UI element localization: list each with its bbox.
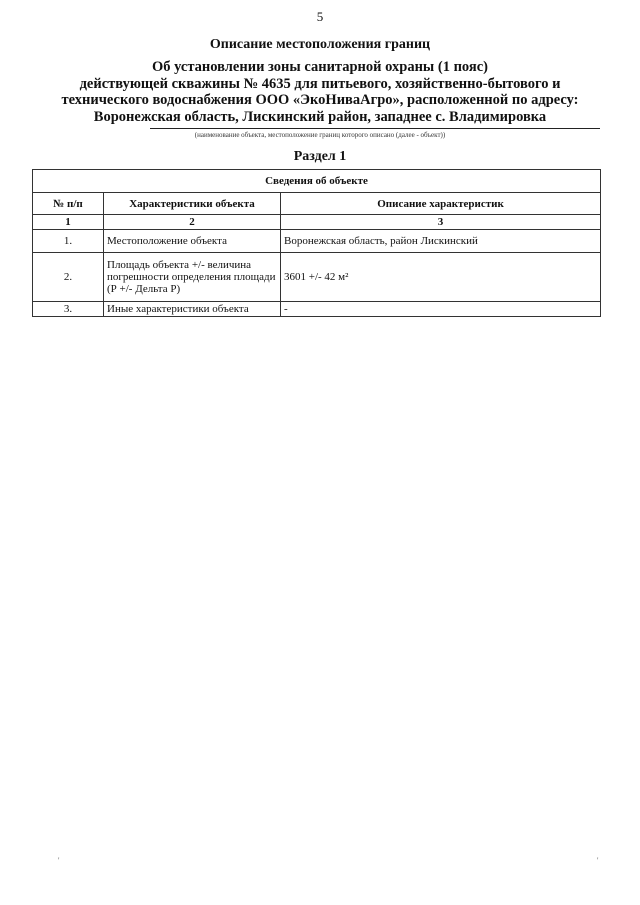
- table-caption-row: [33, 170, 601, 193]
- title-line-3: технического водоснабжения ООО «ЭкоНиваАгро», расположенной по адресу:: [61, 92, 579, 108]
- title-line-2: действующей скважины № 4635 для питьевого, хозяйственно-бытового и: [79, 75, 561, 92]
- table-row: [33, 230, 601, 253]
- column-number: 3: [281, 215, 601, 230]
- row-characteristic: Иные характеристики объекта: [104, 302, 281, 317]
- column-number: 2: [104, 215, 281, 230]
- row-description: 3601 +/- 42 м²: [281, 253, 601, 302]
- column-numbers-row: [33, 215, 601, 230]
- header-characteristic: Характеристики объекта: [104, 193, 281, 215]
- row-number: 3.: [33, 302, 104, 317]
- row-description: -: [281, 302, 601, 317]
- table-row: [33, 302, 601, 317]
- row-number: 1.: [33, 230, 104, 253]
- title-underline: [150, 128, 600, 129]
- document-title: [30, 59, 610, 125]
- object-info-table: [32, 169, 601, 317]
- row-number: 2.: [33, 253, 104, 302]
- page-number: 5: [316, 9, 324, 24]
- scan-mark-right: ': [597, 856, 599, 865]
- table-header-row: [33, 193, 601, 215]
- header-description: Описание характеристик: [281, 193, 601, 215]
- row-characteristic: Площадь объекта +/- величина погрешности определения площади (Р +/- Дельта Р): [104, 253, 281, 302]
- object-caption: (наименование объекта, местоположение границ которого описано (далее - объект)): [194, 131, 446, 139]
- table-caption: Сведения об объекте: [33, 170, 601, 193]
- title-line-4: Воронежская область, Лискинский район, западнее с. Владимировка: [93, 108, 547, 125]
- row-characteristic: Местоположение объекта: [104, 230, 281, 253]
- title-line-1: Об установлении зоны санитарной охраны (1 пояс): [151, 59, 489, 75]
- row-description: Воронежская область, район Лискинский: [281, 230, 601, 253]
- header-number: № п/п: [33, 193, 104, 215]
- scan-mark-left: ': [58, 856, 60, 865]
- column-number: 1: [33, 215, 104, 230]
- document-heading: Описание местоположения границ: [209, 37, 431, 52]
- table-row: [33, 253, 601, 302]
- section-title: Раздел 1: [293, 149, 347, 164]
